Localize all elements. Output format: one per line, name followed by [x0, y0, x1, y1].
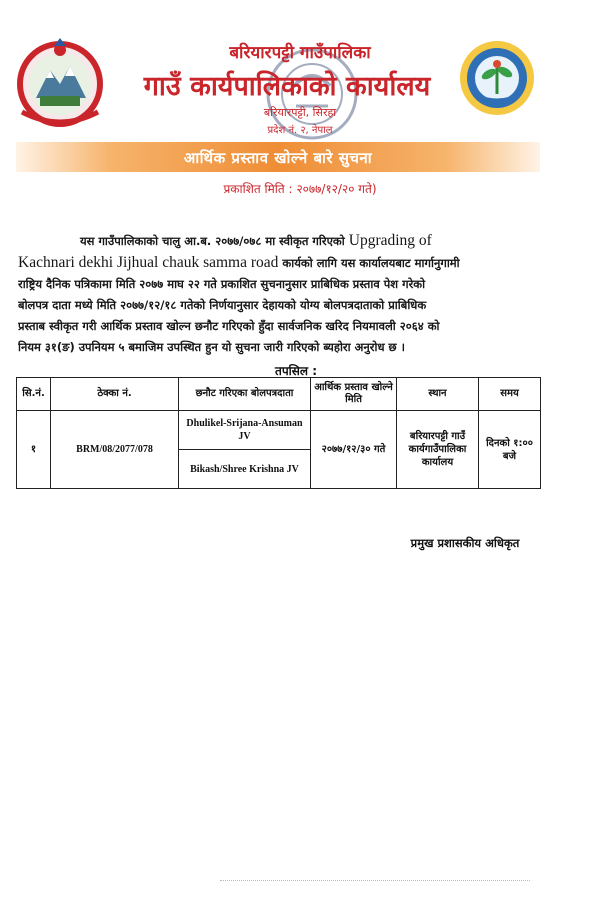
office-name: गाउँ कार्यपालिकाको कार्यालय [143, 71, 431, 102]
body-line-6: नियम ३१(ङ) उपनियम ५ बमाजिम उपस्थित हुन यो सुचना जारी गरिएको ब्यहोरा अनुरोध छ । [18, 340, 405, 354]
notice-title: आर्थिक प्रस्ताव खोल्ने बारे सुचना [183, 149, 373, 167]
bid-opening-table [16, 377, 541, 489]
published-date-value: २०७७/१२/२० गते) [296, 182, 377, 196]
office-address: बरियारपट्टी, सिरहा [263, 106, 337, 119]
header-bidders: छनौट गरिएका बोलपत्रदाता [179, 378, 311, 411]
municipality-name: बरियारपट्टी गाउँपालिका [229, 43, 371, 63]
table-caption: तपसिल : [275, 364, 317, 378]
header-opening-date: आर्थिक प्रस्ताव खोल्ने मिति [311, 378, 397, 411]
body-line-1: यस गाउँपालिकाको चालु आ.ब. २०७७/०७८ मा स्वीकृत गरिएको Upgrading of [80, 232, 432, 249]
office-province: प्रदेश नं. २, नेपाल [267, 125, 333, 136]
nepal-government-emblem-icon [14, 36, 106, 128]
signatory-title: प्रमुख प्रशासकीय अधिकृत [410, 536, 520, 550]
cell-contract-no: BRM/08/2077/078 [51, 411, 179, 489]
body-line-5: प्रस्ताब स्वीकृत गरी आर्थिक प्रस्ताव खोल्न छनौट गरिएको हुँदा सार्वजनिक खरिद नियमावली २०६४ को [18, 319, 440, 333]
cell-bidder-1: Dhulikel-Srijana-Ansuman JV [179, 411, 311, 450]
cell-sn: १ [17, 411, 51, 489]
footer-divider [220, 880, 530, 885]
table-header-row [17, 378, 541, 411]
header-time: समय [479, 378, 541, 411]
municipality-logo-icon [458, 38, 536, 118]
published-date-label: प्रकाशित मिति : [223, 182, 293, 196]
published-date [150, 180, 450, 197]
cell-opening-date: २०७७/१२/३० गते [311, 411, 397, 489]
header-contract-no: ठेक्का नं. [51, 378, 179, 411]
body-line-4: बोलपत्र दाता मध्ये मिति २०७७/१२/१८ गतेको निर्णयानुसार देहायको योग्य बोलपत्रदाताको प्राबिधिक [18, 298, 427, 312]
cell-bidder-2: Bikash/Shree Krishna JV [179, 450, 311, 489]
cell-location: बरियारपट्टी गाउँ कार्यगाउँपालिका कार्यालय [397, 411, 479, 489]
notice-body [18, 230, 538, 358]
cell-time: दिनको १:०० बजे [479, 411, 541, 489]
table-row [17, 411, 541, 450]
notice-title-banner [16, 142, 540, 172]
body-line-2: Kachnari dekhi Jijhual chauk samma road कार्यको लागि यस कार्यालयबाट मार्गानुगामी [18, 254, 460, 271]
header-location: स्थान [397, 378, 479, 411]
header-sn: सि.नं. [17, 378, 51, 411]
body-line-3: राष्ट्रिय दैनिक पत्रिकामा मिति २०७७ माघ २२ गते प्रकाशित सुचनानुसार प्राबिधिक प्रस्ताव पेश गरेको [18, 277, 426, 291]
